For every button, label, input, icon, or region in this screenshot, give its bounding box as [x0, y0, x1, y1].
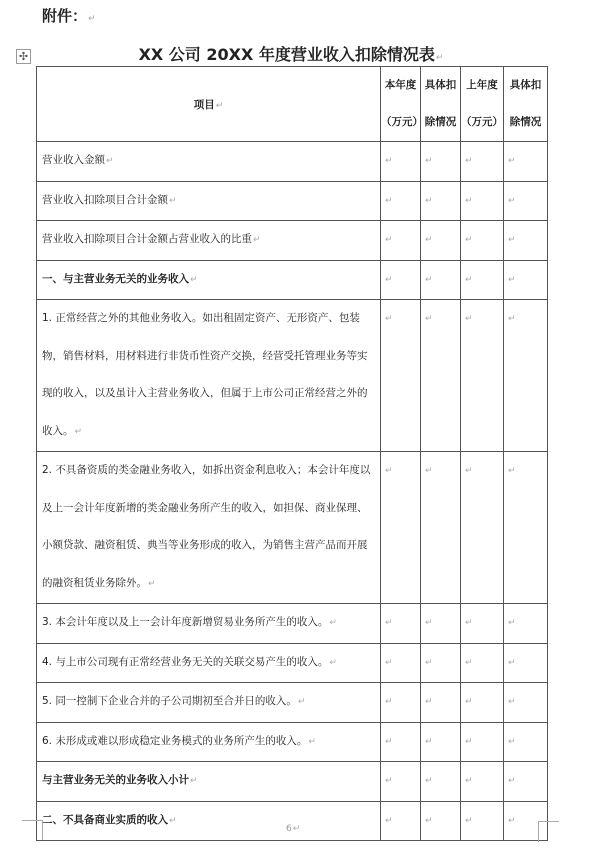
table-row [37, 722, 548, 762]
row-prior-year-amount-cell[interactable] [461, 142, 504, 182]
attachment-label [42, 5, 96, 26]
row-prior-year-details-cell[interactable] [504, 604, 548, 644]
row-item-cell[interactable] [37, 643, 381, 683]
row-item-cell[interactable] [37, 300, 381, 452]
margin-corner-mark [22, 820, 43, 840]
row-current-year-details-cell[interactable] [421, 452, 461, 604]
table-row [37, 683, 548, 723]
row-item-cell[interactable] [37, 452, 381, 604]
row-current-year-amount-cell[interactable] [381, 801, 421, 841]
page-number-text: 6 [286, 824, 292, 834]
row-item-label: 二、不具备商业实质的收入 [42, 813, 168, 826]
row-prior-year-details-cell[interactable] [504, 643, 548, 683]
row-item-label: 4. 与上市公司现有正常经营业务无关的关联交易产生的收入。 [42, 655, 329, 668]
header-label: 本年度 [384, 79, 417, 91]
row-current-year-amount-cell[interactable] [381, 260, 421, 300]
header-label: 除情况 [424, 116, 457, 128]
row-current-year-amount-cell[interactable] [381, 762, 421, 802]
table-row [37, 221, 548, 261]
title-text: XX 公司 20XX 年度营业收入扣除情况表 [138, 45, 435, 64]
row-item-label: 营业收入金额 [42, 154, 105, 166]
row-current-year-amount-cell[interactable] [381, 142, 421, 182]
row-item-label: 2. 不具备资质的类金融业务收入，如拆出资金利息收入；本会计年度以及上一会计年度新增的类金融业务所产生的收入，如担保、商业保理、小额贷款、融资租赁、典当等业务形成的收入，为销售主营产品而开展的融资租赁业务除外。 [42, 464, 371, 589]
row-prior-year-details-cell[interactable] [504, 452, 548, 604]
row-item-cell[interactable] [37, 801, 381, 841]
row-current-year-details-cell[interactable] [421, 300, 461, 452]
table-row [37, 643, 548, 683]
row-current-year-details-cell[interactable] [421, 181, 461, 221]
header-label: 具体扣 [509, 79, 542, 91]
row-prior-year-amount-cell[interactable] [461, 643, 504, 683]
revenue-deduction-table [36, 66, 548, 841]
row-current-year-amount-cell[interactable] [381, 452, 421, 604]
row-prior-year-details-cell[interactable] [504, 683, 548, 723]
row-current-year-amount-cell[interactable] [381, 181, 421, 221]
row-prior-year-amount-cell[interactable] [461, 722, 504, 762]
header-label: 上年度 [466, 79, 498, 91]
row-prior-year-details-cell[interactable] [504, 142, 548, 182]
row-prior-year-amount-cell[interactable] [461, 762, 504, 802]
table-row [37, 604, 548, 644]
row-current-year-details-cell[interactable] [421, 142, 461, 182]
row-current-year-details-cell[interactable] [421, 260, 461, 300]
header-current-year-details[interactable] [421, 67, 461, 142]
row-current-year-details-cell[interactable] [421, 722, 461, 762]
header-current-year-amount[interactable] [381, 67, 421, 142]
row-prior-year-amount-cell[interactable] [461, 452, 504, 604]
row-prior-year-amount-cell[interactable] [461, 801, 504, 841]
row-current-year-amount-cell[interactable] [381, 300, 421, 452]
table-row [37, 181, 548, 221]
row-prior-year-amount-cell[interactable] [461, 300, 504, 452]
row-current-year-amount-cell[interactable] [381, 643, 421, 683]
header-label: 具体扣 [424, 79, 457, 91]
row-prior-year-amount-cell[interactable] [461, 181, 504, 221]
row-item-cell[interactable] [37, 142, 381, 182]
row-item-label: 与主营业务无关的业务收入小计 [42, 774, 189, 786]
attachment-text: 附件： [42, 7, 88, 25]
header-prior-year-details[interactable] [504, 67, 548, 142]
row-prior-year-amount-cell[interactable] [461, 221, 504, 261]
row-item-label: 1. 正常经营之外的其他业务收入。如出租固定资产、无形资产、包装物，销售材料，用材料进行非货币性资产交换，经营受托管理业务等实现的收入，以及虽计入主营业务收入，但属于上市公司正常经营之外的收入。 [42, 312, 368, 437]
header-item[interactable] [37, 67, 381, 142]
row-current-year-details-cell[interactable] [421, 683, 461, 723]
row-item-label: 5. 同一控制下企业合并的子公司期初至合并日的收入。 [42, 695, 297, 707]
header-label: （万元） [461, 116, 503, 128]
row-item-cell[interactable] [37, 260, 381, 300]
table-row [37, 142, 548, 182]
document-title [36, 42, 546, 65]
row-prior-year-amount-cell[interactable] [461, 683, 504, 723]
table-move-handle-icon[interactable]: ✣ [16, 49, 31, 64]
row-prior-year-details-cell[interactable] [504, 300, 548, 452]
table-row [37, 452, 548, 604]
header-prior-year-amount[interactable] [461, 67, 504, 142]
margin-corner-mark [22, 820, 42, 821]
table-row [37, 762, 548, 802]
row-current-year-details-cell[interactable] [421, 221, 461, 261]
row-prior-year-amount-cell[interactable] [461, 260, 504, 300]
row-item-cell[interactable] [37, 762, 381, 802]
row-current-year-amount-cell[interactable] [381, 722, 421, 762]
margin-corner-mark [538, 821, 559, 842]
row-current-year-details-cell[interactable] [421, 801, 461, 841]
row-item-label: 6. 未形成或难以形成稳定业务模式的业务所产生的收入。 [42, 734, 308, 747]
row-item-cell[interactable] [37, 181, 381, 221]
row-item-label: 营业收入扣除项目合计金额占营业收入的比重 [42, 233, 252, 245]
row-current-year-amount-cell[interactable] [381, 604, 421, 644]
row-prior-year-details-cell[interactable] [504, 762, 548, 802]
row-item-label: 一、与主营业务无关的业务收入 [42, 272, 189, 285]
row-prior-year-details-cell[interactable] [504, 181, 548, 221]
row-prior-year-details-cell[interactable] [504, 260, 548, 300]
table-row [37, 300, 548, 452]
row-current-year-details-cell[interactable] [421, 643, 461, 683]
table-row [37, 260, 548, 300]
row-current-year-details-cell[interactable] [421, 762, 461, 802]
header-item-label: 项目 [193, 98, 215, 111]
row-current-year-details-cell[interactable] [421, 604, 461, 644]
row-item-label: 3. 本会计年度以及上一会计年度新增贸易业务所产生的收入。 [42, 616, 329, 628]
page-number [286, 824, 300, 834]
row-prior-year-details-cell[interactable] [504, 221, 548, 261]
row-item-label: 营业收入扣除项目合计金额 [42, 193, 168, 206]
row-current-year-amount-cell[interactable] [381, 683, 421, 723]
table-header-row [37, 67, 548, 142]
row-item-cell[interactable] [37, 221, 381, 261]
table-row [37, 801, 548, 841]
header-label: 除情况 [509, 116, 542, 128]
row-item-cell[interactable] [37, 722, 381, 762]
row-item-cell[interactable] [37, 604, 381, 644]
row-item-cell[interactable] [37, 683, 381, 723]
row-current-year-amount-cell[interactable] [381, 221, 421, 261]
header-label: （万元） [381, 116, 423, 128]
row-prior-year-details-cell[interactable] [504, 722, 548, 762]
row-prior-year-amount-cell[interactable] [461, 604, 504, 644]
